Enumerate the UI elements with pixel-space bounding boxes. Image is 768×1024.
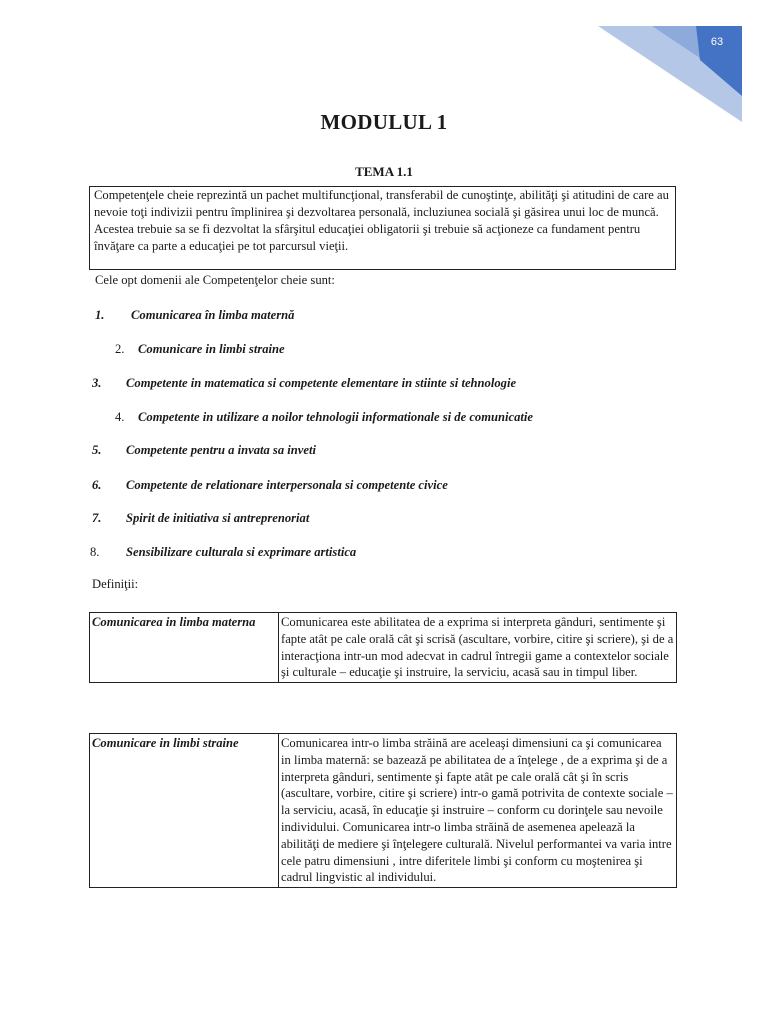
- list-item-number: 1.: [95, 308, 105, 322]
- module-title: MODULUL 1: [320, 110, 448, 134]
- list-item-label: Competente in utilizare a noilor tehnologii informationale si de comunicatie: [138, 410, 533, 424]
- list-item-label: Competente pentru a invata sa inveti: [126, 443, 316, 457]
- definition-text: Comunicarea este abilitatea de a exprima si interpreta gânduri, sentimente şi fapte atât pe cale orală cât şi scrisă (ascultare, vorbire, citire şi scriere), şi de a interacţiona intr-un mod adecvat in cadrul întregii game a contextelor sociale şi culturale – educaţie şi instruire, la serviciu, acasă sau in timpul liber.: [279, 613, 677, 683]
- list-item: [115, 410, 533, 425]
- list-item-number: 6.: [92, 478, 102, 492]
- list-item-label: Spirit de initiativa si antreprenoriat: [126, 511, 310, 525]
- list-item-number: 7.: [92, 511, 102, 525]
- intro-text: Competenţele cheie reprezintă un pachet multifuncţional, transferabil de cunoştinţe, abilităţi şi atitudini de care au nevoie toţi indivizii pentru împlinirea şi dezvoltarea personală, incluziunea socială şi găsirea unui loc de muncă. Acestea trebuie sa se fi dezvoltat la sfârşitul educaţiei obligatorii şi trebuie să acţioneze ca fundament pentru învăţare ca parte a educaţiei pe tot parcursul vieţii.: [94, 188, 669, 253]
- list-item-label: Competente de relationare interpersonala si competente civice: [126, 478, 448, 492]
- list-item: [92, 376, 516, 391]
- definition-text: Comunicarea intr-o limba străină are aceleaşi dimensiuni ca şi comunicarea in limba maternă: se bazează pe abilitatea de a înţelege , de a exprima şi de a interpreta gânduri, sentimente şi fapte atât pe cale orală cât şi în scris (ascultare, vorbire, citire şi scriere) intr-o gamă potrivita de contexte sociale – la serviciu, acasă, în educaţie şi instruire – conform cu dorinţele sau nevoile individului. Comunicarea intr-o limba străină de asemenea apelează la abilităţi de mediere şi înţelegere culturală. Nivelul performantei va varia intre cele patru dimensiuni , intre diferitele limbi şi conform cu moştenirea şi cadrul lingvistic al individului.: [279, 734, 677, 888]
- table-row: [90, 734, 677, 888]
- topic-title: TEMA 1.1: [355, 164, 413, 179]
- list-item-label: Comunicare in limbi straine: [138, 342, 285, 356]
- page-number: 63: [710, 36, 724, 48]
- list-item-number: 3.: [92, 376, 102, 390]
- list-item-label: Comunicarea în limba maternă: [131, 308, 295, 322]
- list-item: [92, 478, 448, 493]
- table-row: [90, 613, 677, 683]
- definition-table-foreign-languages: [89, 733, 677, 888]
- list-item: [92, 443, 316, 458]
- list-item-label: Competente in matematica si competente elementare in stiinte si tehnologie: [126, 376, 517, 390]
- list-item-label: Sensibilizare culturala si exprimare artistica: [126, 545, 357, 559]
- list-item: [115, 342, 285, 357]
- list-item: [90, 545, 356, 560]
- list-item-number: 8.: [90, 545, 100, 559]
- definition-table-native-language: [89, 612, 677, 683]
- list-item-number: 4.: [115, 410, 125, 424]
- definitions-label: Definiţii:: [92, 577, 139, 591]
- definition-term: Comunicare in limbi straine: [90, 734, 279, 888]
- list-item-number: 5.: [92, 443, 102, 457]
- intro-box: [89, 186, 676, 270]
- list-item: [95, 308, 294, 323]
- list-item-number: 2.: [115, 342, 125, 356]
- list-item: [92, 511, 309, 526]
- domains-lead-text: Cele opt domenii ale Competenţelor cheie sunt:: [95, 273, 335, 287]
- definition-term: Comunicarea in limba materna: [90, 613, 279, 683]
